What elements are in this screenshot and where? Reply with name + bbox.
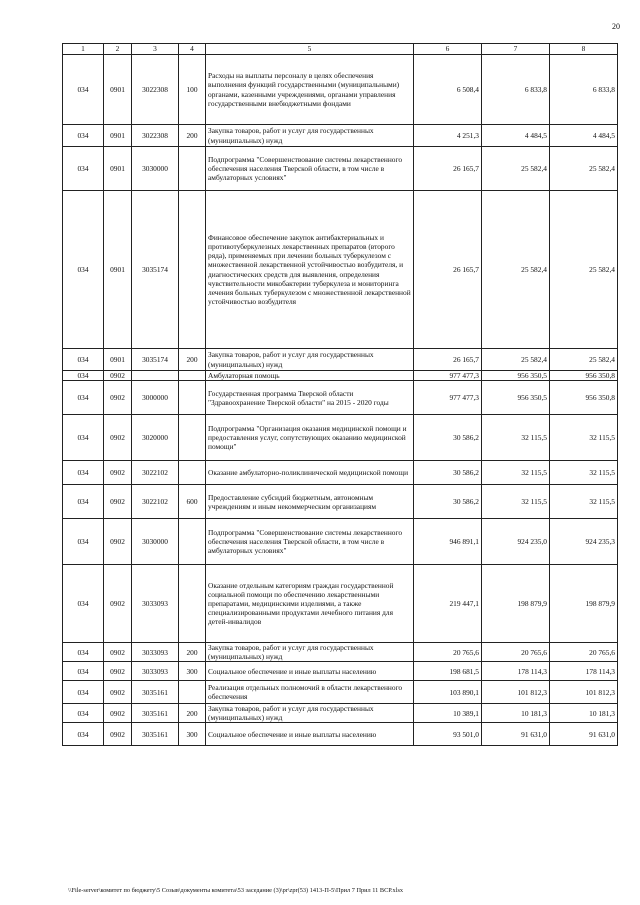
row-description: Подпрограмма "Совершенствование системы лекарственного обеспечения населения Тверской области, в том числе в амбулаторных условиях" <box>206 147 414 191</box>
row-amount-col6: 977 477,3 <box>414 381 482 415</box>
row-amount-col8: 101 812,3 <box>550 681 618 704</box>
row-amount-col7: 178 114,3 <box>482 662 550 681</box>
page-number: 20 <box>612 22 620 31</box>
table-row <box>63 681 618 704</box>
header-col-3: 3 <box>132 44 179 55</box>
row-description: Расходы на выплаты персоналу в целях обеспечения выполнения функций государственными (муниципальными) органами, казенными учреждениями, органами управления государственными внебюджетными фондами <box>206 55 414 125</box>
row-amount-col8: 956 350,8 <box>550 381 618 415</box>
row-amount-col8: 6 833,8 <box>550 55 618 125</box>
row-ministry-code: 034 <box>63 55 104 125</box>
row-amount-col7: 10 181,3 <box>482 704 550 723</box>
row-target-code <box>132 371 179 381</box>
row-section-code: 0902 <box>104 662 132 681</box>
row-section-code: 0902 <box>104 681 132 704</box>
table-row <box>63 191 618 349</box>
header-col-2: 2 <box>104 44 132 55</box>
row-description: Закупка товаров, работ и услуг для государственных (муниципальных) нужд <box>206 704 414 723</box>
row-amount-col8: 25 582,4 <box>550 147 618 191</box>
table-row <box>63 519 618 565</box>
table-row <box>63 125 618 147</box>
row-ministry-code: 034 <box>63 147 104 191</box>
row-description: Реализация отдельных полномочий в области лекарственного обеспечения <box>206 681 414 704</box>
row-target-code: 3000000 <box>132 381 179 415</box>
row-expense-type <box>179 415 206 461</box>
row-section-code: 0902 <box>104 415 132 461</box>
header-col-1: 1 <box>63 44 104 55</box>
row-target-code: 3022308 <box>132 55 179 125</box>
row-description: Закупка товаров, работ и услуг для государственных (муниципальных) нужд <box>206 125 414 147</box>
row-amount-col7: 25 582,4 <box>482 191 550 349</box>
table-row <box>63 147 618 191</box>
row-amount-col6: 946 891,1 <box>414 519 482 565</box>
row-section-code: 0901 <box>104 147 132 191</box>
row-amount-col8: 25 582,4 <box>550 191 618 349</box>
table-row <box>63 643 618 662</box>
row-ministry-code: 034 <box>63 485 104 519</box>
table-header-row <box>63 44 618 55</box>
row-section-code: 0902 <box>104 485 132 519</box>
row-expense-type: 200 <box>179 704 206 723</box>
row-expense-type: 300 <box>179 662 206 681</box>
row-expense-type: 200 <box>179 643 206 662</box>
row-amount-col8: 10 181,3 <box>550 704 618 723</box>
row-description: Закупка товаров, работ и услуг для государственных (муниципальных) нужд <box>206 643 414 662</box>
row-target-code: 3033093 <box>132 643 179 662</box>
row-amount-col8: 956 350,8 <box>550 371 618 381</box>
row-expense-type <box>179 565 206 643</box>
table-row <box>63 565 618 643</box>
row-expense-type <box>179 191 206 349</box>
row-amount-col6: 30 586,2 <box>414 415 482 461</box>
row-ministry-code: 034 <box>63 415 104 461</box>
row-amount-col8: 91 631,0 <box>550 723 618 746</box>
row-section-code: 0902 <box>104 704 132 723</box>
row-target-code: 3022102 <box>132 461 179 485</box>
row-amount-col7: 25 582,4 <box>482 147 550 191</box>
row-amount-col7: 32 115,5 <box>482 485 550 519</box>
row-amount-col7: 956 350,5 <box>482 381 550 415</box>
row-amount-col6: 93 501,0 <box>414 723 482 746</box>
row-ministry-code: 034 <box>63 519 104 565</box>
row-ministry-code: 034 <box>63 381 104 415</box>
row-ministry-code: 034 <box>63 461 104 485</box>
row-amount-col6: 6 508,4 <box>414 55 482 125</box>
row-ministry-code: 034 <box>63 371 104 381</box>
row-section-code: 0901 <box>104 125 132 147</box>
row-amount-col6: 30 586,2 <box>414 461 482 485</box>
table-row <box>63 704 618 723</box>
row-target-code: 3035174 <box>132 349 179 371</box>
row-expense-type <box>179 461 206 485</box>
row-amount-col6: 26 165,7 <box>414 349 482 371</box>
row-expense-type <box>179 371 206 381</box>
row-amount-col8: 32 115,5 <box>550 461 618 485</box>
table-row <box>63 723 618 746</box>
row-amount-col7: 4 484,5 <box>482 125 550 147</box>
row-target-code: 3033093 <box>132 662 179 681</box>
row-amount-col7: 32 115,5 <box>482 415 550 461</box>
row-expense-type: 600 <box>179 485 206 519</box>
row-expense-type: 200 <box>179 349 206 371</box>
row-amount-col7: 32 115,5 <box>482 461 550 485</box>
row-amount-col8: 20 765,6 <box>550 643 618 662</box>
row-amount-col8: 924 235,3 <box>550 519 618 565</box>
row-amount-col7: 20 765,6 <box>482 643 550 662</box>
row-ministry-code: 034 <box>63 349 104 371</box>
row-amount-col8: 178 114,3 <box>550 662 618 681</box>
row-amount-col8: 32 115,5 <box>550 415 618 461</box>
row-amount-col6: 30 586,2 <box>414 485 482 519</box>
row-amount-col6: 219 447,1 <box>414 565 482 643</box>
row-amount-col6: 977 477,3 <box>414 371 482 381</box>
row-amount-col7: 6 833,8 <box>482 55 550 125</box>
row-description: Оказание амбулаторно-поликлинической медицинской помощи <box>206 461 414 485</box>
row-ministry-code: 034 <box>63 191 104 349</box>
row-description: Подпрограмма "Организация оказания медицинской помощи и предоставления услуг, сопутствующих оказанию медицинской помощи" <box>206 415 414 461</box>
row-ministry-code: 034 <box>63 704 104 723</box>
row-description: Финансовое обеспечение закупок антибактериальных и противотуберкулезных лекарственных препаратов (второго ряда), применяемых при лечении больных туберкулезом с множественной лекарственной устойчивостью возбудителя, и диагностических средств для выявления, определения чувствительности микобактерии туберкулеза и мониторинга лечения больных туберкулезом с множественной лекарственной устойчивостью возбудителя <box>206 191 414 349</box>
row-amount-col7: 91 631,0 <box>482 723 550 746</box>
row-description: Подпрограмма "Совершенствование системы лекарственного обеспечения населения Тверской области, в том числе в амбулаторных условиях" <box>206 519 414 565</box>
row-section-code: 0901 <box>104 191 132 349</box>
table-row <box>63 461 618 485</box>
row-expense-type: 300 <box>179 723 206 746</box>
row-target-code: 3022308 <box>132 125 179 147</box>
header-col-7: 7 <box>482 44 550 55</box>
row-section-code: 0901 <box>104 55 132 125</box>
row-ministry-code: 034 <box>63 681 104 704</box>
row-amount-col8: 198 879,9 <box>550 565 618 643</box>
row-section-code: 0902 <box>104 565 132 643</box>
row-amount-col6: 20 765,6 <box>414 643 482 662</box>
header-col-4: 4 <box>179 44 206 55</box>
row-expense-type: 100 <box>179 55 206 125</box>
row-amount-col6: 26 165,7 <box>414 191 482 349</box>
row-target-code: 3030000 <box>132 519 179 565</box>
table-row <box>63 415 618 461</box>
table-row <box>63 381 618 415</box>
row-expense-type <box>179 681 206 704</box>
row-section-code: 0902 <box>104 643 132 662</box>
row-target-code: 3033093 <box>132 565 179 643</box>
table-row <box>63 55 618 125</box>
row-ministry-code: 034 <box>63 125 104 147</box>
row-target-code: 3022102 <box>132 485 179 519</box>
row-amount-col7: 956 350,5 <box>482 371 550 381</box>
row-expense-type <box>179 519 206 565</box>
header-col-6: 6 <box>414 44 482 55</box>
row-ministry-code: 034 <box>63 643 104 662</box>
row-ministry-code: 034 <box>63 565 104 643</box>
row-expense-type <box>179 147 206 191</box>
file-path-footer: \\File-server\комитет по бюджету\5 Созыв\документы комитета\53 заседание (3)\pr\zpr(53) 1413-П-5\Прил 7 Прил 11 ВСР.xlsx <box>68 887 404 894</box>
row-description: Социальное обеспечение и иные выплаты населению <box>206 662 414 681</box>
row-description: Оказание отдельным категориям граждан государственной социальной помощи по обеспечению лекарственными препаратами, медицинскими изделиями, а также специализированными продуктами лечебного питания для детей-инвалидов <box>206 565 414 643</box>
row-amount-col6: 4 251,3 <box>414 125 482 147</box>
row-ministry-code: 034 <box>63 723 104 746</box>
row-target-code: 3035161 <box>132 704 179 723</box>
row-section-code: 0902 <box>104 371 132 381</box>
row-section-code: 0902 <box>104 519 132 565</box>
table-row <box>63 662 618 681</box>
row-description: Закупка товаров, работ и услуг для государственных (муниципальных) нужд <box>206 349 414 371</box>
row-expense-type: 200 <box>179 125 206 147</box>
row-amount-col8: 32 115,5 <box>550 485 618 519</box>
row-expense-type <box>179 381 206 415</box>
row-target-code: 3035174 <box>132 191 179 349</box>
row-amount-col6: 10 389,1 <box>414 704 482 723</box>
header-col-8: 8 <box>550 44 618 55</box>
row-amount-col8: 4 484,5 <box>550 125 618 147</box>
row-description: Предоставление субсидий бюджетным, автономным учреждениям и иным некоммерческим организациям <box>206 485 414 519</box>
row-section-code: 0902 <box>104 461 132 485</box>
row-amount-col7: 198 879,9 <box>482 565 550 643</box>
row-amount-col6: 198 681,5 <box>414 662 482 681</box>
budget-table <box>62 43 618 746</box>
row-target-code: 3030000 <box>132 147 179 191</box>
row-target-code: 3035161 <box>132 723 179 746</box>
row-description: Амбулаторная помощь <box>206 371 414 381</box>
table-row <box>63 371 618 381</box>
row-target-code: 3035161 <box>132 681 179 704</box>
row-section-code: 0902 <box>104 723 132 746</box>
row-target-code: 3020000 <box>132 415 179 461</box>
header-col-5: 5 <box>206 44 414 55</box>
row-section-code: 0901 <box>104 349 132 371</box>
row-section-code: 0902 <box>104 381 132 415</box>
row-description: Государственная программа Тверской области "Здравоохранение Тверской области" на 2015 - 2020 годы <box>206 381 414 415</box>
row-amount-col7: 25 582,4 <box>482 349 550 371</box>
row-amount-col6: 26 165,7 <box>414 147 482 191</box>
row-amount-col7: 924 235,0 <box>482 519 550 565</box>
table-row <box>63 485 618 519</box>
row-amount-col8: 25 582,4 <box>550 349 618 371</box>
row-description: Социальное обеспечение и иные выплаты населению <box>206 723 414 746</box>
row-amount-col7: 101 812,3 <box>482 681 550 704</box>
table-row <box>63 349 618 371</box>
row-amount-col6: 103 890,1 <box>414 681 482 704</box>
row-ministry-code: 034 <box>63 662 104 681</box>
